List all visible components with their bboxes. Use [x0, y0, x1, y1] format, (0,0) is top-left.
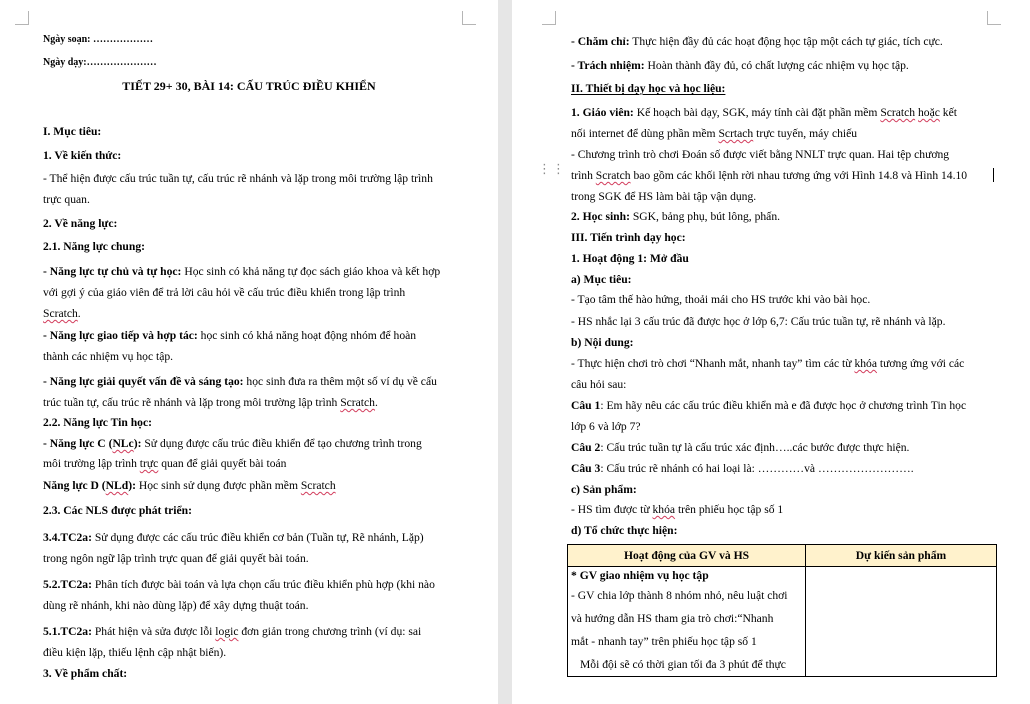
text-line: trúc tuần tự, cấu trúc rẽ nhánh và lặp trong môi trường lập trình Scratch. — [43, 396, 378, 409]
text-line: trực quan. — [43, 193, 90, 206]
crop-mark-top-right — [462, 11, 476, 25]
spell-flag: Scratch — [595, 169, 631, 182]
heading-hoat-dong-1: 1. Hoạt động 1: Mở đầu — [571, 252, 689, 265]
question-3: Câu 3: Cấu trúc rẽ nhánh có hai loại là: …………và ……………………. — [571, 462, 914, 475]
heading-nang-luc: 2. Về năng lực: — [43, 217, 118, 230]
text-line: nối internet để dùng phần mềm Scrtach trực tuyến, máy chiếu — [571, 127, 858, 140]
table-cell-line: và hướng dẫn HS tham gia trò chơi:“Nhanh — [571, 612, 774, 625]
crop-mark-top-left — [542, 11, 556, 25]
text-line: - HS nhắc lại 3 cấu trúc đã được học ở lớp 6,7: Cấu trúc tuần tự, rẽ nhánh và lặp. — [571, 315, 946, 328]
paragraph-giao-vien: 1. Giáo viên: Kế hoạch bài dạy, SGK, máy tính cài đặt phần mềm Scratch hoặc kết — [571, 106, 957, 119]
spell-flag: Scratch — [300, 479, 336, 492]
paragraph-hoc-sinh: 2. Học sinh: SGK, bảng phụ, bút lông, phấn. — [571, 210, 781, 223]
table-header-cell: Hoạt động của GV và HS — [568, 545, 806, 567]
paragraph-trach-nhiem: - Trách nhiệm: Hoàn thành đầy đủ, có chất lượng các nhiệm vụ học tập. — [571, 59, 909, 72]
spell-flag: trực — [139, 457, 159, 470]
heading-thiet-bi: II. Thiết bị dạy học và học liệu: — [571, 82, 726, 95]
spell-flag: logic — [215, 625, 239, 638]
table-cell — [568, 567, 806, 677]
table-cell — [806, 567, 997, 677]
spell-flag: Scratch — [880, 106, 916, 119]
text-line: Scratch. — [43, 307, 81, 320]
activity-table — [567, 544, 997, 677]
paragraph-nld: Năng lực D (NLd): Học sinh sử dụng được phần mềm Scratch — [43, 479, 336, 492]
crop-mark-top-right — [987, 11, 1001, 25]
spell-flag: NLc — [112, 437, 134, 450]
text-cursor — [993, 168, 994, 182]
document-page-left — [0, 0, 498, 704]
paragraph-tu-chu: - Năng lực tự chủ và tự học: Học sinh có khả năng tự đọc sách giáo khoa và kết hợp — [43, 265, 441, 278]
paragraph-tc51: 5.1.TC2a: Phát hiện và sửa được lỗi logic đơn giản trong chương trình (ví dụ: sai — [43, 625, 422, 638]
heading-tien-trinh: III. Tiến trình dạy học: — [571, 231, 686, 244]
heading-muc-tieu: I. Mục tiêu: — [43, 125, 102, 138]
crop-mark-top-left — [15, 11, 29, 25]
paragraph-tc34: 3.4.TC2a: Sử dụng được các cấu trúc điều khiển cơ bản (Tuần tự, Rẽ nhánh, Lặp) — [43, 531, 424, 544]
table-cell-title: * GV giao nhiệm vụ học tập — [571, 569, 709, 582]
page-gap — [498, 0, 512, 704]
paragraph-giao-tiep: - Năng lực giao tiếp và hợp tác: học sinh có khả năng hoạt động nhóm để hoàn — [43, 329, 417, 342]
heading-tin-hoc: 2.2. Năng lực Tin học: — [43, 416, 152, 429]
table-cell-line: mắt - nhanh tay” trên phiếu học tập số 1 — [571, 635, 757, 648]
spell-flag: Scratch — [340, 396, 375, 409]
text-line: trong SGK để HS làm bài tập vận dụng. — [571, 190, 757, 203]
table-cell-line: - GV chia lớp thành 8 nhóm nhỏ, nêu luật chơi — [571, 589, 788, 602]
spell-flag: khóa — [652, 503, 676, 516]
text-line: dùng rẽ nhánh, khi nào dùng lặp) để xây dựng thuật toán. — [43, 599, 309, 612]
table-header-cell: Dự kiến sản phẩm — [806, 545, 997, 567]
heading-nl-chung: 2.1. Năng lực chung: — [43, 240, 145, 253]
text-line: - Tạo tâm thế hào hứng, thoải mái cho HS trước khi vào bài học. — [571, 293, 871, 306]
paragraph-tc52: 5.2.TC2a: Phân tích được bài toán và lựa chọn cấu trúc điều khiển phù hợp (khi nào — [43, 578, 435, 591]
lesson-title: TIẾT 29+ 30, BÀI 14: CẤU TRÚC ĐIỀU KHIỂN — [122, 79, 376, 93]
heading-to-chuc: d) Tổ chức thực hiện: — [571, 524, 678, 537]
spell-flag: khóa — [854, 357, 877, 370]
heading-kien-thuc: 1. Về kiến thức: — [43, 149, 122, 162]
heading-noi-dung: b) Nội dung: — [571, 336, 634, 349]
ngay-day: Ngày dạy:………………… — [43, 57, 157, 68]
heading-nls: 2.3. Các NLS được phát triển: — [43, 504, 192, 517]
heading-muc-tieu: a) Mục tiêu: — [571, 273, 632, 286]
text-line: môi trường lập trình trực quan để giải quyết bài toán — [43, 457, 287, 470]
paragraph-cham-chi: - Chăm chỉ: Thực hiện đầy đủ các hoạt động học tập một cách tự giác, tích cực. — [571, 35, 943, 48]
spell-flag: NLd — [105, 479, 129, 492]
text-line: trình Scratch bao gồm các khối lệnh rời nhau tương ứng với Hình 14.8 và Hình 14.10 — [571, 169, 968, 182]
text-line: - HS tìm được từ khóa trên phiếu học tập số 1 — [571, 503, 784, 516]
text-line: điều kiện lặp, thiếu lệnh cập nhật biến). — [43, 646, 227, 659]
text-line: với gợi ý của giáo viên để trả lời câu hỏi về cấu trúc điều khiển trong lập trình — [43, 286, 406, 299]
text-line: lớp 6 và lớp 7? — [571, 420, 641, 433]
heading-san-pham: c) Sản phẩm: — [571, 483, 637, 496]
drag-handle-icon[interactable]: ⋮⋮ — [538, 162, 566, 177]
text-line: thành các nhiệm vụ học tập. — [43, 350, 174, 363]
question-2: Câu 2: Cấu trúc tuần tự là cấu trúc xác định…..các bước được thực hiện. — [571, 441, 910, 454]
table-cell-line: Mỗi đội sẽ có thời gian tối đa 3 phút để thực — [580, 658, 786, 671]
table-row — [568, 567, 997, 677]
paragraph-nlc: - Năng lực C (NLc): Sử dụng được cấu trúc điều khiển để tạo chương trình trong — [43, 437, 422, 450]
spell-flag: Scratch — [43, 307, 78, 320]
spell-flag: Scrtach — [718, 127, 754, 140]
text-line: - Thể hiện được cấu trúc tuần tự, cấu trúc rẽ nhánh và lặp trong môi trường lập trình — [43, 172, 433, 185]
text-line: - Thực hiện chơi trò chơi “Nhanh mắt, nhanh tay” tìm các từ khóa tương ứng với các — [571, 357, 965, 370]
spell-flag: hoặc — [918, 106, 940, 119]
paragraph-giai-quyet: - Năng lực giải quyết vấn đề và sáng tạo: học sinh đưa ra thêm một số ví dụ về cấu — [43, 375, 437, 388]
table-header-row — [568, 545, 997, 567]
ngay-soan: Ngày soạn: ……………… — [43, 34, 154, 45]
paragraph-chuong-trinh: - Chương trình trò chơi Đoán số được viết bằng NNLT trực quan. Hai tệp chương — [571, 148, 950, 161]
heading-pham-chat: 3. Về phẩm chất: — [43, 667, 128, 680]
text-line: trong ngôn ngữ lập trình trực quan để giải quyết bài toán. — [43, 552, 309, 565]
question-1: Câu 1: Em hãy nêu các cấu trúc điều khiển mà e đã được học ở chương trình Tin học — [571, 399, 967, 412]
text-line: câu hỏi sau: — [571, 378, 627, 391]
